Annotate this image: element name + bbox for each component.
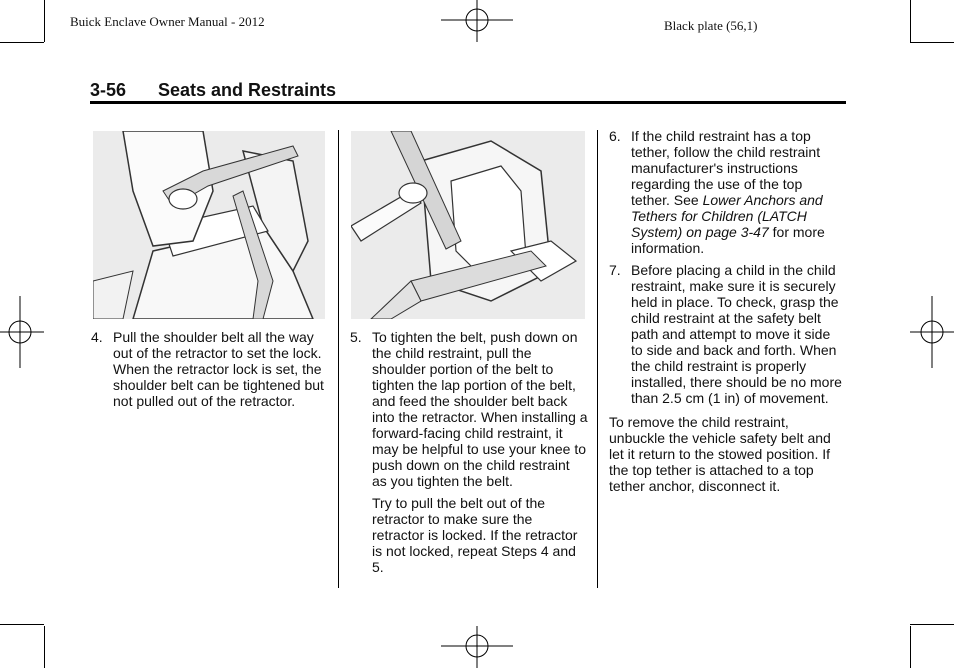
step-4 bbox=[91, 329, 327, 409]
step-number: 4. bbox=[91, 329, 103, 345]
crop-mark bbox=[910, 626, 911, 668]
crop-mark bbox=[0, 42, 44, 43]
crop-mark bbox=[910, 624, 954, 625]
step-text-part: If the child restraint has a top tether, follow the child restraint manufacturer's instructions regarding the use of the top tether. See bbox=[631, 128, 821, 208]
step-text: Pull the shoulder belt all the way out of the retractor to set the lock. When the retractor lock is set, the shoulder belt can be tightened but not pulled out of the retractor. bbox=[113, 329, 324, 409]
manual-title: Buick Enclave Owner Manual - 2012 bbox=[70, 14, 265, 29]
column-3 bbox=[609, 128, 845, 500]
registration-mark-top bbox=[441, 0, 513, 42]
step-text bbox=[631, 128, 845, 256]
closing-paragraph: To remove the child restraint, unbuckle the vehicle safety belt and let it return to the stowed position. If the top tether is attached to a top tether anchor, disconnect it. bbox=[609, 414, 831, 494]
registration-mark-bottom bbox=[441, 626, 513, 668]
cross-reference-link[interactable]: Lower Anchors and Tethers for Children (LATCH System) on page 3-47 bbox=[631, 192, 823, 240]
step-text: Before placing a child in the child restraint, make sure it is securely held in place. To check, grasp the child restraint at the safety belt path and attempt to move it side to side and back and forth. When the child restraint is properly installed, there should be no more than 2.5 cm (1 in) of movement. bbox=[631, 262, 842, 406]
column-divider bbox=[338, 130, 339, 588]
registration-mark-right bbox=[910, 296, 954, 368]
section-heading bbox=[90, 80, 336, 101]
heading-rule bbox=[90, 101, 846, 104]
crop-mark bbox=[0, 624, 44, 625]
column-1 bbox=[91, 329, 327, 415]
step-number: 5. bbox=[350, 329, 362, 345]
step-5 bbox=[350, 329, 588, 489]
step-7 bbox=[609, 262, 845, 406]
step-6 bbox=[609, 128, 845, 256]
step-text: To tighten the belt, push down on the child restraint, pull the shoulder portion of the belt to tighten the lap portion of the belt, and feed the shoulder belt back into the retractor. When installing a forward-facing child restraint, it may be helpful to use your knee to push down on the child restraint as you tighten the belt. bbox=[372, 329, 588, 489]
crop-mark bbox=[910, 0, 911, 42]
step-number: 7. bbox=[609, 262, 621, 278]
step-text-part: for more information. bbox=[631, 224, 825, 256]
step-number: 6. bbox=[609, 128, 621, 144]
illustration-pull-shoulder-belt bbox=[93, 131, 325, 319]
page-number: 3-56 bbox=[90, 80, 127, 100]
plate-label: Black plate (56,1) bbox=[664, 18, 758, 33]
registration-mark-left bbox=[0, 296, 44, 368]
crop-mark bbox=[44, 0, 45, 42]
column-divider bbox=[597, 130, 598, 588]
column-2 bbox=[350, 329, 588, 581]
section-title: Seats and Restraints bbox=[158, 80, 337, 100]
step-5-note: Try to pull the belt out of the retractor to make sure the retractor is locked. If the retractor is not locked, repeat Steps 4 and 5. bbox=[372, 495, 578, 575]
illustration-tighten-belt bbox=[351, 131, 585, 319]
crop-mark bbox=[910, 42, 954, 43]
crop-mark bbox=[44, 626, 45, 668]
